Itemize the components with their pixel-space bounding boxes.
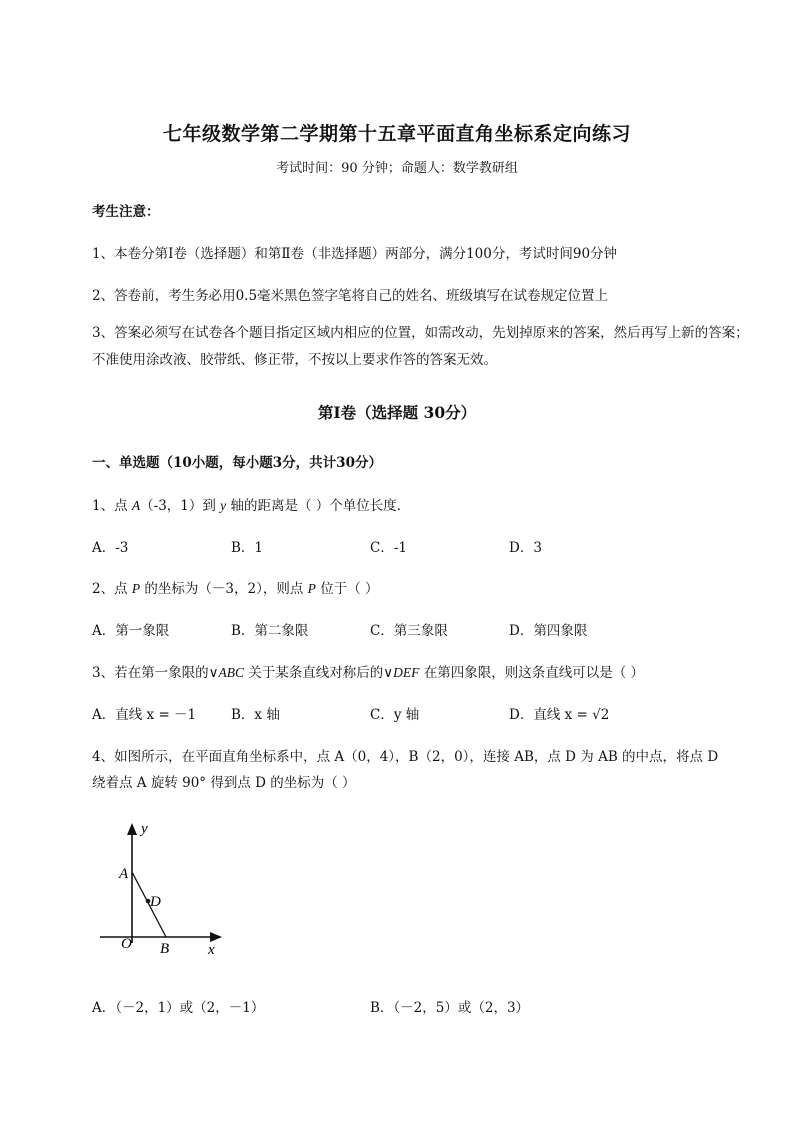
label-x: x — [208, 942, 215, 958]
question-3-stem: 3、若在第一象限的∨ABC 关于某条直线对称后的∨DEF 在第四象限，则这条直线可以是（ ） — [92, 665, 645, 681]
y-axis-arrow — [127, 823, 137, 835]
question-3-option-b: B．x 轴 — [231, 707, 280, 723]
part-heading: 一、单选题（10小题，每小题3分，共计30分） — [92, 455, 382, 471]
question-4-option-b: B．（－2，5）或（2，3） — [370, 1000, 530, 1016]
notice-heading: 考生注意： — [92, 204, 160, 220]
x-axis-arrow — [210, 932, 222, 942]
page-title: 七年级数学第二学期第十五章平面直角坐标系定向练习 — [162, 123, 631, 145]
coordinate-figure — [90, 815, 230, 965]
label-a: A — [119, 866, 129, 882]
question-2-stem: 2、点 P 的坐标为（－3，2），则点 P 位于（ ） — [92, 581, 379, 597]
notice-item-2: 2、答卷前，考生务必用0.5毫米黑色签字笔将自己的姓名、班级填写在试卷规定位置上 — [92, 288, 609, 304]
question-3-option-c: C．y 轴 — [370, 707, 420, 723]
question-2-option-c: C．第三象限 — [370, 623, 448, 639]
notice-item-3: 3、答案必须写在试卷各个题目指定区域内相应的位置，如需改动，先划掉原来的答案，然后再写上新的答案；不准使用涂改液、胶带纸、修正带，不按以上要求作答的答案无效。 — [92, 325, 749, 368]
question-3-option-a: A．直线 x = －1 — [92, 707, 197, 723]
question-1-option-d: D．3 — [509, 540, 542, 556]
label-b: B — [160, 941, 170, 957]
question-1-stem: 1、点 A（-3，1）到 y 轴的距离是（ ）个单位长度． — [92, 498, 411, 514]
question-1-option-c: C．-1 — [370, 540, 407, 556]
question-4-stem-line-1: 4、如图所示，在平面直角坐标系中，点 A（0，4），B（2，0），连接 AB，点 D 为 AB 的中点，将点 D — [92, 749, 719, 765]
question-2-option-b: B．第二象限 — [231, 623, 309, 639]
notice-item-1: 1、本卷分第Ⅰ卷（选择题）和第Ⅱ卷（非选择题）两部分，满分100分，考试时间90分钟 — [92, 246, 618, 262]
question-4-option-a: A．（－2，1）或（2，－1） — [92, 1000, 265, 1016]
segment-ab — [132, 872, 166, 937]
label-y: y — [141, 821, 148, 837]
question-1-option-a: A．-3 — [92, 540, 129, 556]
question-4-stem-line-2: 绕着点 A 旋转 90° 得到点 D 的坐标为（ ） — [92, 775, 356, 791]
question-3-option-d: D．直线 x = √2 — [509, 707, 610, 723]
page-subtitle: 考试时间：90 分钟；命题人：数学教研组 — [276, 161, 518, 176]
label-o: O — [121, 936, 132, 952]
label-d: D — [150, 894, 161, 910]
question-1-option-b: B．1 — [231, 540, 264, 556]
section-title: 第Ⅰ卷（选择题 30分） — [317, 403, 477, 422]
question-2-option-d: D．第四象限 — [509, 623, 588, 639]
question-2-option-a: A．第一象限 — [92, 623, 170, 639]
